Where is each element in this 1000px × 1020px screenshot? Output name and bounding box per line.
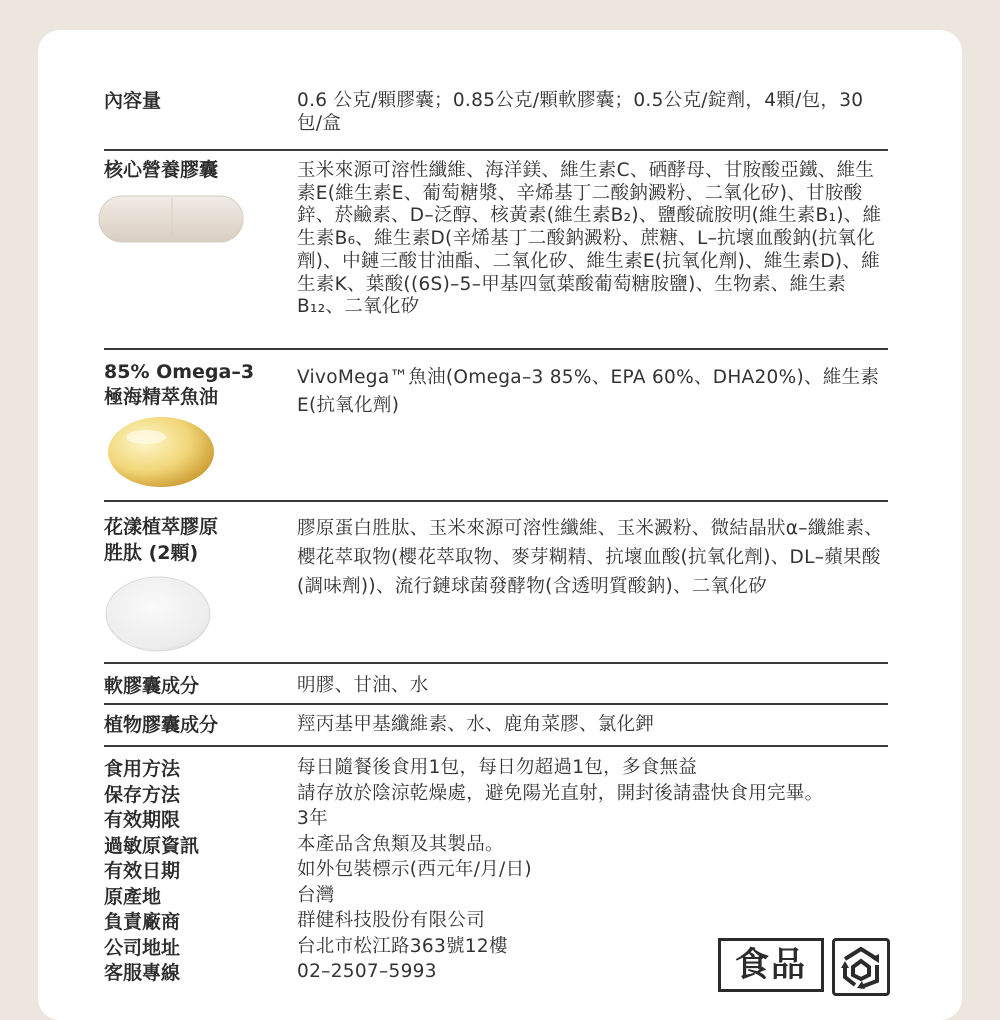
info-value: 請存放於陰涼乾燥處，避免陽光直射，開封後請盡快食用完畢。	[297, 782, 824, 804]
info-value: 台北市松江路363號12樓	[297, 935, 508, 957]
content-label: 內容量	[104, 90, 162, 112]
omega-label-line1: 85% Omega–3	[104, 361, 255, 383]
softgel-image	[106, 415, 216, 489]
tablet-image	[104, 575, 212, 653]
divider	[104, 662, 888, 664]
veg-capsule-label: 植物膠囊成分	[104, 714, 219, 736]
recycle-icon	[832, 938, 890, 996]
core-capsule-value: 玉米來源可溶性纖維、海洋鎂、維生素C、硒酵母、甘胺酸亞鐵、維生素E(維生素E、葡萄糖漿、辛烯基丁二酸鈉澱粉、二氧化矽)、甘胺酸鋅、菸鹼素、D–泛醇、核黃素(維生素B₂)、鹽酸硫胺明(維生素B₁)、維生素B₆、維生素D(辛烯基丁二酸鈉澱粉、蔗糖、L–抗壞血酸鈉(抗氧化劑)、中鏈三酸甘油酯、二氧化矽、維生素E(抗氧化劑)、維生素D)、維生素K、葉酸((6S)–5–甲基四氫葉酸葡萄糖胺鹽)、生物素、維生素B₁₂、二氧化矽	[297, 160, 882, 318]
peptide-label-line2: 胜肽 (2顆)	[104, 542, 199, 564]
food-stamp: 食品	[718, 938, 824, 992]
info-label: 負責廠商	[104, 911, 181, 933]
omega-label-line2: 極海精萃魚油	[104, 386, 219, 408]
info-label: 客服專線	[104, 962, 181, 984]
info-value: 台灣	[297, 884, 335, 906]
info-label: 公司地址	[104, 936, 181, 959]
info-label: 食用方法	[104, 758, 181, 780]
softgel-label: 軟膠囊成分	[104, 675, 200, 697]
info-value: 02–2507–5993	[297, 961, 437, 982]
veg-capsule-value: 羥丙基甲基纖維素、水、鹿角菜膠、氯化鉀	[297, 714, 655, 735]
info-label: 保存方法	[104, 783, 181, 806]
info-value: 群健科技股份有限公司	[297, 910, 486, 931]
core-capsule-label: 核心營養膠囊	[104, 159, 219, 181]
info-value: 3年	[297, 808, 328, 829]
divider	[104, 500, 888, 502]
divider	[104, 745, 888, 747]
peptide-value: 膠原蛋白胜肽、玉米來源可溶性纖維、玉米澱粉、微結晶狀α–纖維素、櫻花萃取物(櫻花萃取物、麥芽糊精、抗壞血酸(抗氧化劑)、DL–蘋果酸(調味劑))、流行鏈球菌發酵物(含透明質酸鈉)、二氧化矽	[297, 518, 884, 597]
divider	[104, 149, 888, 151]
capsule-image	[98, 195, 244, 243]
info-label: 有效日期	[104, 860, 181, 882]
info-label: 原產地	[104, 885, 162, 908]
content-value: 0.6 公克/顆膠囊；0.85公克/顆軟膠囊；0.5公克/錠劑，4顆/包，30 包/盒	[297, 90, 864, 134]
info-label: 過敏原資訊	[104, 834, 200, 857]
info-value: 本產品含魚類及其製品。	[297, 833, 504, 855]
peptide-label-line1: 花漾植萃膠原	[104, 516, 219, 538]
info-value: 如外包裝標示(西元年/月/日)	[297, 859, 532, 880]
info-value: 每日隨餐後食用1包，每日勿超過1包，多食無益	[297, 757, 698, 778]
info-label: 有效期限	[104, 809, 181, 831]
divider	[104, 348, 888, 350]
omega-value: VivoMega™魚油(Omega–3 85%、EPA 60%、DHA20%)、維生素E(抗氧化劑)	[297, 367, 880, 416]
divider	[104, 703, 888, 705]
softgel-value: 明膠、甘油、水	[297, 675, 429, 696]
info-labels	[104, 757, 199, 987]
